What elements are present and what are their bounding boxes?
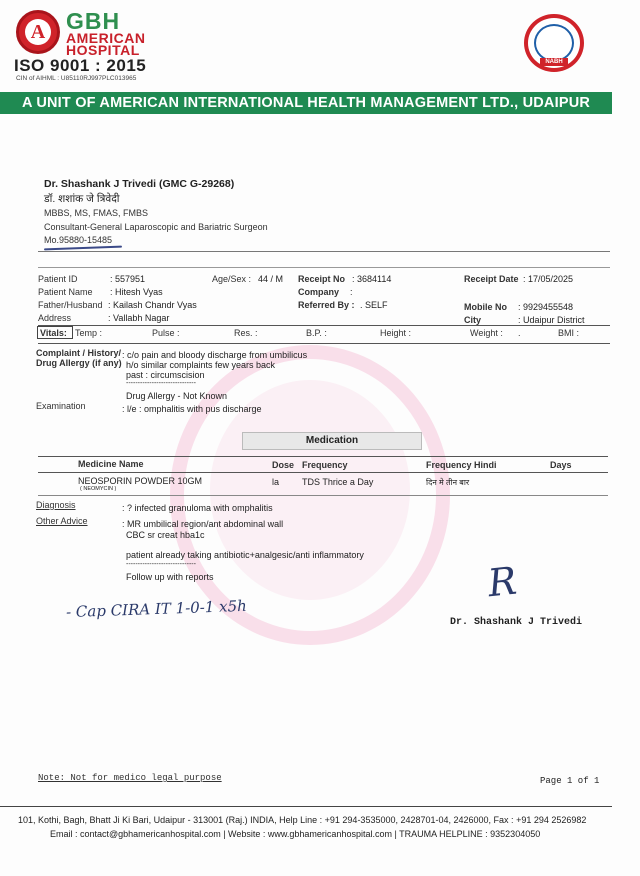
vitals-height: Height : xyxy=(380,328,412,338)
doctor-name-hindi: डॉ. शशांक जे त्रिवेदी xyxy=(44,193,120,205)
legal-note: Note: Not for medico legal purpose xyxy=(38,773,222,783)
divider-dashed xyxy=(38,267,610,268)
vitals-weight-value: . xyxy=(518,328,521,338)
col-medicine-name: Medicine Name xyxy=(78,459,144,469)
diagnosis-value: : ? infected granuloma with omphalitis xyxy=(122,503,273,513)
patient-id-label: Patient ID xyxy=(38,274,78,284)
col-days: Days xyxy=(550,460,572,470)
medicine-name: NEOSPORIN POWDER 10GM xyxy=(78,476,203,486)
mobile-value: : 9929455548 xyxy=(518,302,574,312)
advice-label: Other Advice xyxy=(36,516,88,526)
page-number: Page 1 of 1 xyxy=(540,776,600,786)
mobile-label: Mobile No xyxy=(464,302,507,312)
receipt-date-label: Receipt Date xyxy=(464,274,519,284)
receipt-no-value: : 3684114 xyxy=(352,274,392,284)
vitals-label: Vitals: xyxy=(40,328,67,338)
diagnosis-label: Diagnosis xyxy=(36,500,76,510)
divider xyxy=(38,325,610,326)
vitals-temp: Temp : xyxy=(75,328,103,338)
patient-name-label: Patient Name xyxy=(38,287,93,297)
vitals-res: Res. : xyxy=(234,328,258,338)
drug-allergy-value: Drug Allergy - Not Known xyxy=(126,391,228,401)
cin-number: CIN of AIHML : U85110RJ997PLC013965 xyxy=(16,75,137,82)
father-value: : Kailash Chandr Vyas xyxy=(108,300,197,310)
brand-gbh: GBH xyxy=(66,8,121,34)
company-value: : xyxy=(350,287,353,297)
receipt-no-label: Receipt No xyxy=(298,274,346,284)
patient-name-value: : Hitesh Vyas xyxy=(110,287,163,297)
company-label: Company xyxy=(298,287,340,297)
patient-id-value: : 557951 xyxy=(110,274,146,284)
complaint-line: past : circumscision xyxy=(126,370,205,380)
complaint-dashes: ------------------------------ xyxy=(126,380,196,387)
advice-followup: Follow up with reports xyxy=(126,572,214,582)
advice-line: patient already taking antibiotic+analgesic/anti inflammatory xyxy=(126,550,364,560)
agesex-value: 44 / M xyxy=(258,274,284,284)
receipt-date-value: : 17/05/2025 xyxy=(523,274,574,284)
complaint-line: : c/o pain and bloody discharge from umbilicus xyxy=(122,350,308,360)
divider xyxy=(38,456,608,457)
medicine-generic: ( NEOMYCIN ) xyxy=(80,486,117,492)
examination-value: : l/e : omphalitis with pus discharge xyxy=(122,404,262,414)
vitals-bmi: BMI : xyxy=(558,328,580,338)
doctor-title: Consultant-General Laparoscopic and Bariatric Surgeon xyxy=(44,222,268,232)
agesex-label: Age/Sex : xyxy=(212,274,252,284)
iso-certification: ISO 9001 : 2015 xyxy=(14,56,147,75)
divider xyxy=(38,251,610,252)
vitals-pulse: Pulse : xyxy=(152,328,180,338)
advice-dashes: ------------------------------ xyxy=(126,561,196,568)
medication-heading: Medication xyxy=(242,432,422,450)
medicine-frequency-hindi: दिन मे तीन बार xyxy=(426,478,470,487)
father-label: Father/Husband xyxy=(38,300,103,310)
hospital-logo-icon: A xyxy=(16,10,60,54)
brand-american: AMERICAN xyxy=(66,30,146,46)
examination-label: Examination xyxy=(36,401,86,411)
doctor-degrees: MBBS, MS, FMAS, FMBS xyxy=(44,208,149,218)
medicine-dose: la xyxy=(272,477,280,487)
address-value: : Vallabh Nagar xyxy=(108,313,170,323)
underline-scribble xyxy=(44,246,122,251)
advice-line: CBC sr creat hba1c xyxy=(126,530,205,540)
col-frequency: Frequency xyxy=(302,460,348,470)
city-label: City xyxy=(464,315,482,325)
address-label: Address xyxy=(38,313,72,323)
referred-label: Referred By : xyxy=(298,300,355,310)
doctor-signature: R xyxy=(485,558,519,606)
complaint-label: Complaint / History/ xyxy=(36,348,122,358)
advice-line: : MR umbilical region/ant abdominal wall xyxy=(122,519,284,529)
divider xyxy=(38,472,608,473)
city-value: : Udaipur District xyxy=(518,315,585,325)
vitals-weight: Weight : xyxy=(470,328,503,338)
footer-address: 101, Kothi, Bagh, Bhatt Ji Ki Bari, Udaipur - 313001 (Raj.) INDIA, Help Line : +91 294-3535000, 2428701-04, 2426000, Fax : +91 294 2526982 xyxy=(18,815,587,825)
complaint-line: h/o similar complaints few years back xyxy=(126,360,276,370)
medicine-frequency: TDS Thrice a Day xyxy=(302,477,374,487)
referred-value: . SELF xyxy=(360,300,388,310)
signature-name: Dr. Shashank J Trivedi xyxy=(450,617,583,628)
col-dose: Dose xyxy=(272,460,295,470)
vitals-bp: B.P. : xyxy=(306,328,327,338)
header-banner: A UNIT OF AMERICAN INTERNATIONAL HEALTH MANAGEMENT LTD., UDAIPUR xyxy=(0,92,612,114)
nabh-seal-icon xyxy=(524,14,584,72)
doctor-mobile: Mo.95880-15485 xyxy=(44,235,113,245)
divider xyxy=(38,343,610,344)
nabh-label: NABH xyxy=(540,58,568,66)
brand-hospital: HOSPITAL xyxy=(66,42,140,58)
footer-contact: Email : contact@gbhamericanhospital.com | Website : www.gbhamericanhospital.com | TRAUMA HELPLINE : 9352304050 xyxy=(50,829,541,839)
doctor-name: Dr. Shashank J Trivedi (GMC G-29268) xyxy=(44,178,235,190)
footer-divider xyxy=(0,806,612,807)
divider xyxy=(38,495,608,496)
handwritten-prescription: - Cap CIRA IT 1-0-1 x5h xyxy=(65,596,248,622)
col-frequency-hindi: Frequency Hindi xyxy=(426,460,497,470)
drug-allergy-label: Drug Allergy (if any) xyxy=(36,358,122,368)
